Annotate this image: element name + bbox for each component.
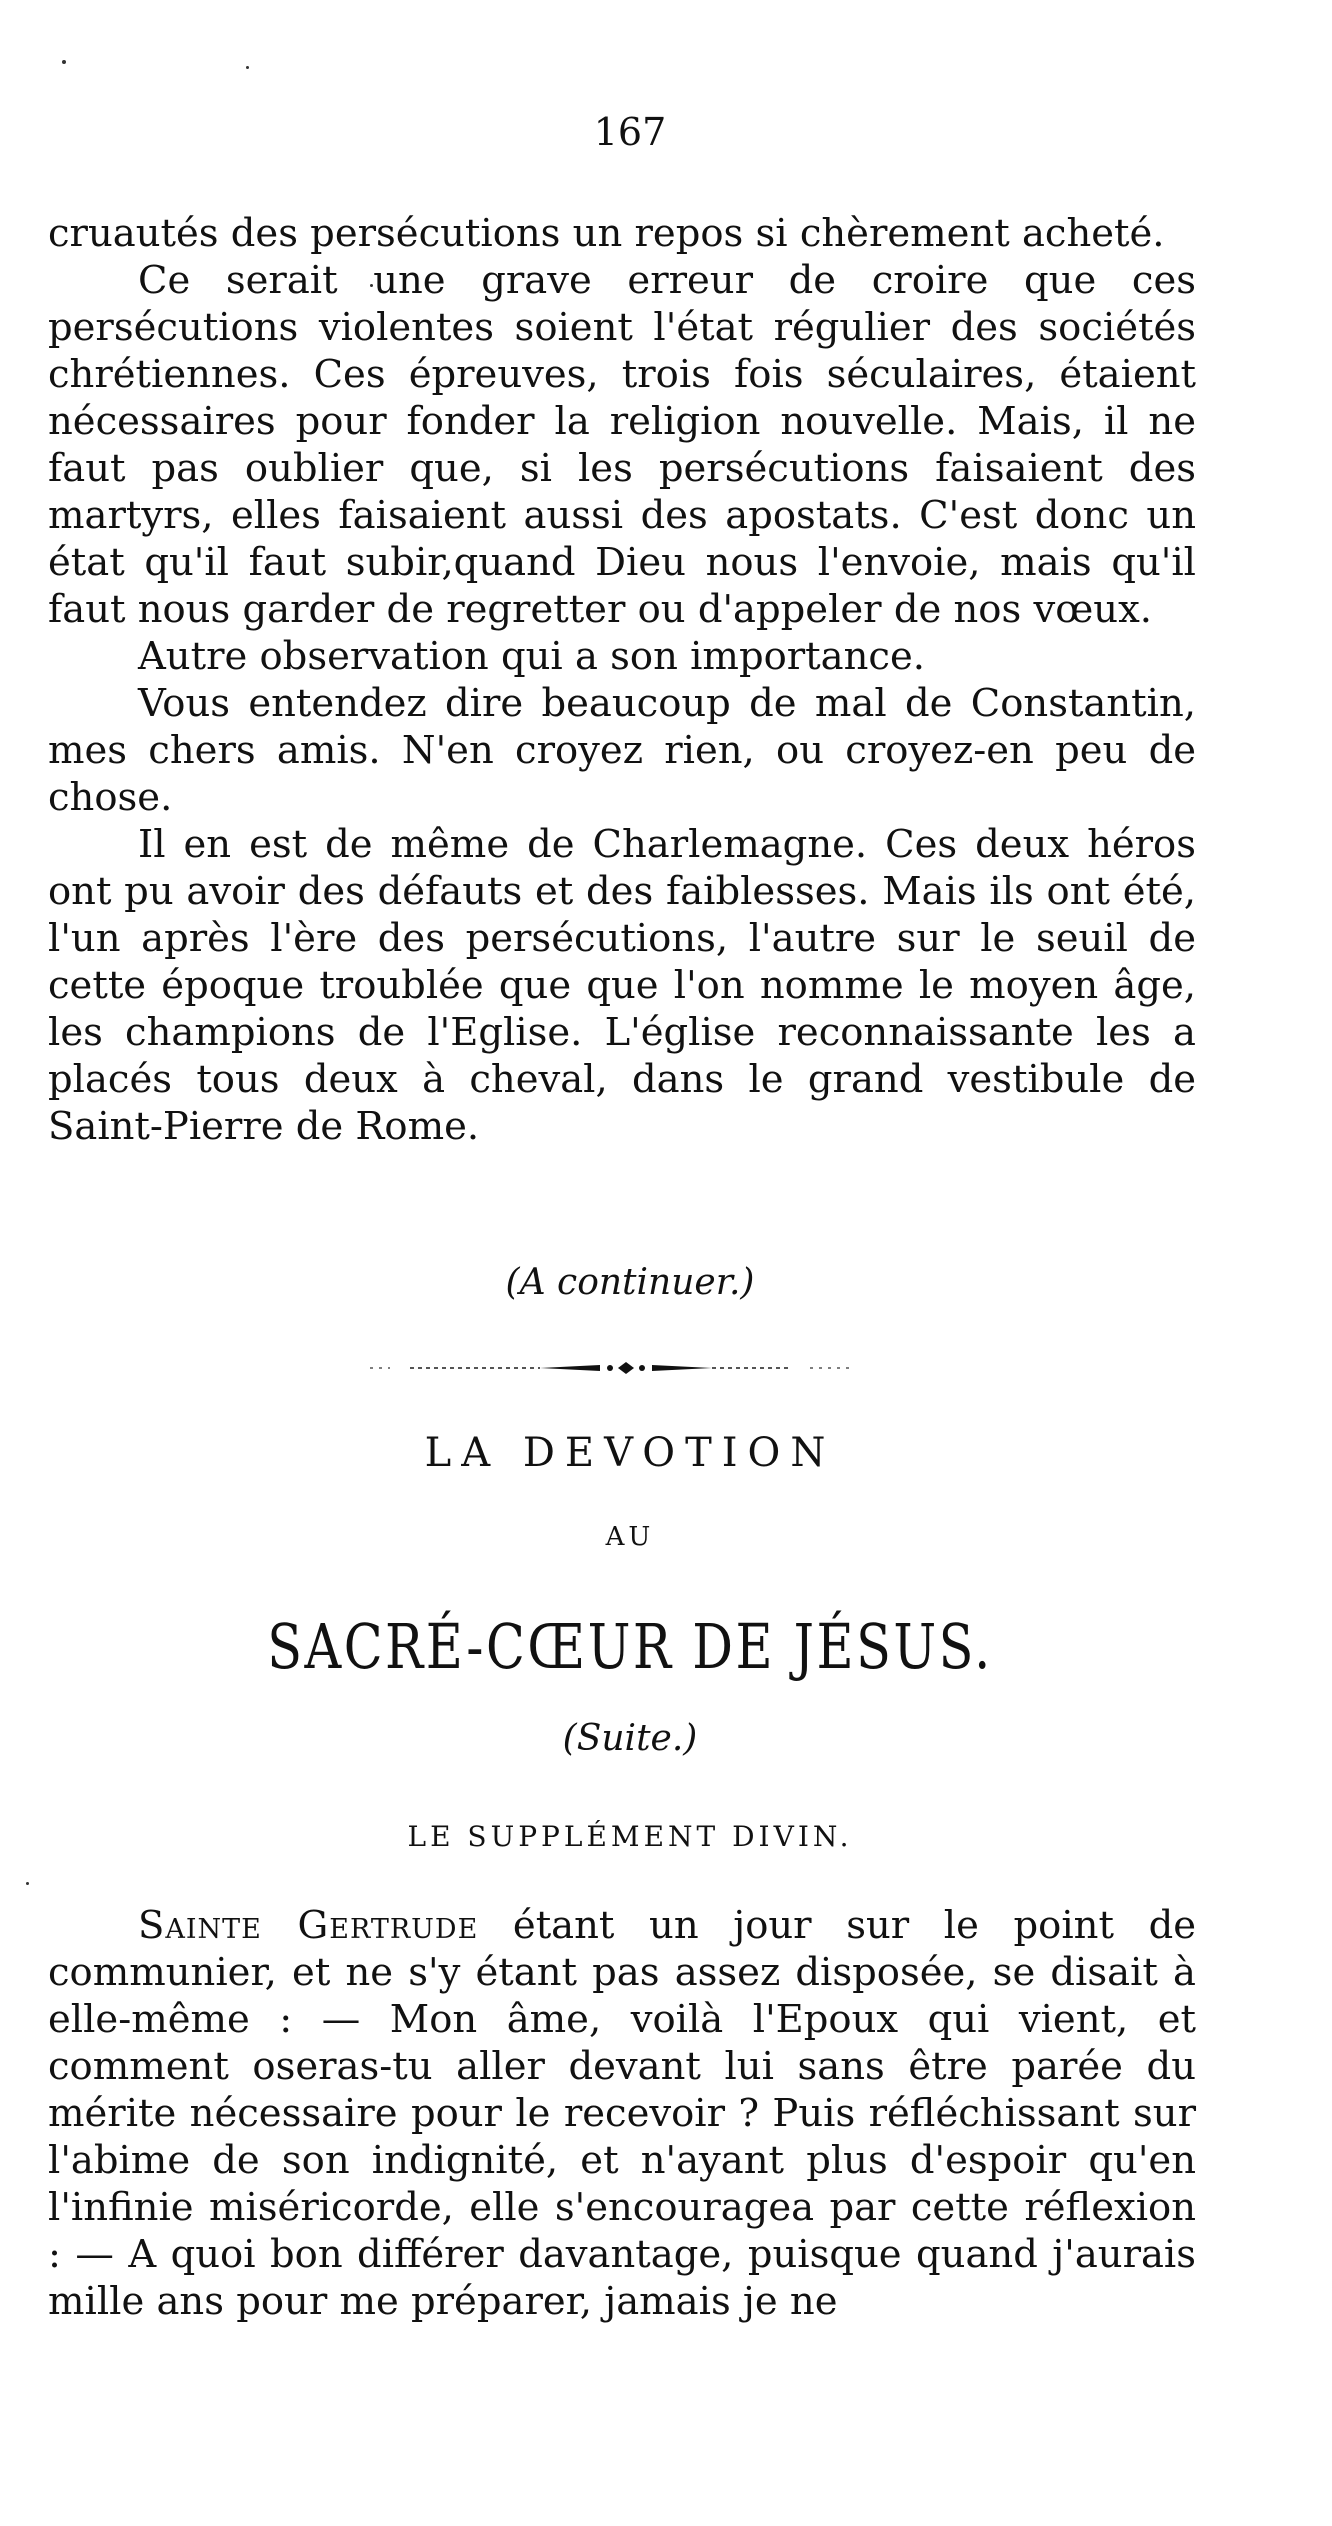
- paragraph: Autre observation qui a son importance.: [138, 634, 925, 679]
- section-heading: LE SUPPLÉMENT DIVIN.: [407, 1820, 853, 1853]
- text-block-top: [48, 210, 1196, 1150]
- ornamental-divider: [370, 1358, 850, 1378]
- continue-note: (A continuer.): [505, 1262, 755, 1303]
- paragraph: [48, 1902, 1196, 2325]
- opening-name: Sainte Gertrude: [138, 1903, 479, 1948]
- ink-speck: [26, 1882, 29, 1885]
- article-title-connector: AU: [605, 1522, 655, 1552]
- paragraph-text: étant un jour sur le point de communier, et ne s'y étant pas assez disposée, se disait à elle-même : — Mon âme, voilà l'Epoux qui vient, et comment oseras-tu aller devant lui sans être parée du mérite nécessaire pour le recevoir ? Puis réfléchissant sur l'abime de son indignité, et n'ayant plus d'espoir qu'en l'infinie miséricorde, elle s'encouragea par cette réflexion : — A quoi bon différer davantage, puisque quand j'aurais mille ans pour me préparer, jamais je ne: [48, 1903, 1196, 2324]
- paragraph: cruautés des persécutions un repos si chèrement acheté.: [48, 211, 1165, 256]
- article-title: LA DEVOTION: [424, 1430, 836, 1476]
- text-block-bottom: [48, 1902, 1196, 2325]
- ink-speck: [246, 66, 249, 69]
- paragraph: Il en est de même de Charlemagne. Ces deux héros ont pu avoir des défauts et des faiblesses. Mais ils ont été, l'un après l'ère des persécutions, l'autre sur le seuil de cette époque troublée que que l'on nomme le moyen âge, les champions de l'Eglise. L'église reconnaissante les a placés tous deux à cheval, dans le grand vestibule de Saint-Pierre de Rome.: [48, 822, 1196, 1149]
- article-main-title: SACRÉ-CŒUR DE JÉSUS.: [267, 1610, 993, 1683]
- ink-speck: [62, 60, 66, 64]
- paragraph: Ce serait une grave erreur de croire que ces persécutions violentes soient l'état régulier des sociétés chrétiennes. Ces épreuves, trois fois séculaires, étaient nécessaires pour fonder la religion nouvelle. Mais, il ne faut pas oublier que, si les persécutions faisaient des martyrs, elles faisaient aussi des apostats. C'est donc un état qu'il faut subir,quand Dieu nous l'envoie, mais qu'il faut nous garder de regretter ou d'appeler de nos vœux.: [48, 258, 1196, 632]
- page-number: 167: [593, 110, 667, 154]
- paragraph: Vous entendez dire beaucoup de mal de Constantin, mes chers amis. N'en croyez rien, ou croyez-en peu de chose.: [48, 681, 1196, 820]
- article-subtitle: (Suite.): [562, 1718, 698, 1759]
